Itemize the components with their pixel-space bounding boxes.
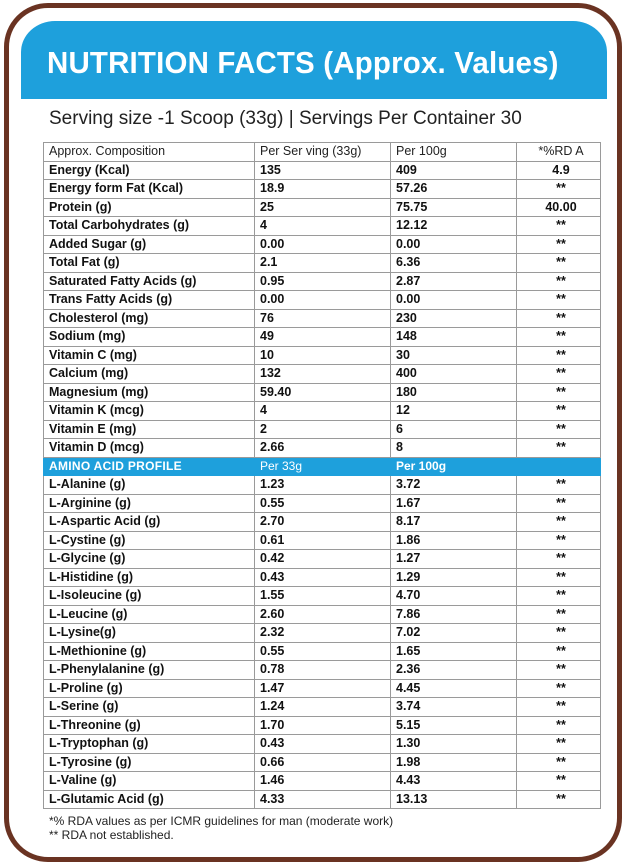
serving-info: Serving size -1 Scoop (33g) | Servings Per Container 30 [49,108,522,129]
table-cell: 1.65 [391,642,517,661]
table-cell: AMINO ACID PROFILE [44,457,255,476]
table-cell: ** [517,217,601,236]
table-row [44,439,601,458]
table-cell: Vitamin D (mcg) [44,439,255,458]
table-cell: ** [517,568,601,587]
table-row [44,346,601,365]
table-cell: Vitamin C (mg) [44,346,255,365]
table-cell: ** [517,420,601,439]
table-row [44,587,601,606]
table-cell: Sodium (mg) [44,328,255,347]
table-cell: L-Serine (g) [44,698,255,717]
table-cell: ** [517,605,601,624]
table-cell: 0.00 [255,291,391,310]
table-cell: ** [517,753,601,772]
table-cell: L-Phenylalanine (g) [44,661,255,680]
table-cell: 400 [391,365,517,384]
table-cell: L-Arginine (g) [44,494,255,513]
table-row [44,476,601,495]
table-cell: L-Aspartic Acid (g) [44,513,255,532]
table-row [44,735,601,754]
table-cell: 135 [255,161,391,180]
table-cell: 2.66 [255,439,391,458]
table-row [44,531,601,550]
table-cell: 0.00 [391,291,517,310]
table-header-row [44,143,601,162]
table-cell: ** [517,439,601,458]
table-cell: 6 [391,420,517,439]
table-cell: 409 [391,161,517,180]
table-row [44,550,601,569]
table-cell: 10 [255,346,391,365]
table-row [44,624,601,643]
table-row [44,235,601,254]
table-cell: ** [517,642,601,661]
table-cell: ** [517,550,601,569]
table-cell: Added Sugar (g) [44,235,255,254]
table-cell: 4.9 [517,161,601,180]
table-cell: Total Carbohydrates (g) [44,217,255,236]
table-cell: 0.55 [255,494,391,513]
table-row [44,513,601,532]
table-cell: 4.45 [391,679,517,698]
table-cell: ** [517,346,601,365]
table-row [44,772,601,791]
table-cell: L-Threonine (g) [44,716,255,735]
table-cell: 0.55 [255,642,391,661]
table-cell: 1.30 [391,735,517,754]
table-cell: L-Isoleucine (g) [44,587,255,606]
table-row [44,753,601,772]
table-cell: L-Tyrosine (g) [44,753,255,772]
table-cell: Magnesium (mg) [44,383,255,402]
table-row [44,365,601,384]
column-header: Per Ser ving (33g) [255,143,391,162]
table-cell: 12 [391,402,517,421]
table-cell: 0.95 [255,272,391,291]
table-cell: L-Glycine (g) [44,550,255,569]
label-title: NUTRITION FACTS (Approx. Values) [47,45,559,80]
table-cell: 7.02 [391,624,517,643]
table-cell: 4.70 [391,587,517,606]
table-cell: 4.33 [255,790,391,809]
table-cell: 0.43 [255,568,391,587]
table-row [44,698,601,717]
table-row [44,494,601,513]
table-cell: 4 [255,217,391,236]
table-row [44,790,601,809]
table-cell: 3.72 [391,476,517,495]
table-row [44,605,601,624]
table-cell: 1.98 [391,753,517,772]
table-cell: ** [517,309,601,328]
table-cell: ** [517,661,601,680]
table-cell: 57.26 [391,180,517,199]
table-cell: 0.42 [255,550,391,569]
table-cell: ** [517,272,601,291]
table-cell: Vitamin E (mg) [44,420,255,439]
title-banner [21,18,607,99]
table-cell: 230 [391,309,517,328]
table-row [44,272,601,291]
table-cell: 30 [391,346,517,365]
table-cell: Total Fat (g) [44,254,255,273]
table-cell: ** [517,494,601,513]
table-cell: ** [517,254,601,273]
table-cell: Cholesterol (mg) [44,309,255,328]
table-cell: 0.00 [255,235,391,254]
table-cell: ** [517,587,601,606]
table-cell: ** [517,291,601,310]
table-cell: 132 [255,365,391,384]
table-cell: Protein (g) [44,198,255,217]
table-cell: 0.78 [255,661,391,680]
table-cell: 1.27 [391,550,517,569]
table-cell: 1.55 [255,587,391,606]
table-cell [517,457,601,476]
table-cell: 0.00 [391,235,517,254]
footnotes [49,814,393,842]
table-cell: ** [517,790,601,809]
table-cell: ** [517,513,601,532]
table-cell: 2.1 [255,254,391,273]
table-row [44,679,601,698]
table-cell: 180 [391,383,517,402]
table-cell: 1.47 [255,679,391,698]
table-cell: 49 [255,328,391,347]
table-row [44,254,601,273]
table-cell: ** [517,365,601,384]
table-cell: 1.23 [255,476,391,495]
table-cell: 1.86 [391,531,517,550]
column-header: Per 100g [391,143,517,162]
table-cell: 4 [255,402,391,421]
table-cell: L-Leucine (g) [44,605,255,624]
table-row [44,402,601,421]
table-row [44,291,601,310]
table-cell: 12.12 [391,217,517,236]
footnote: ** RDA not established. [49,828,174,842]
table-cell: ** [517,180,601,199]
table-cell: 5.15 [391,716,517,735]
footnote: *% RDA values as per ICMR guidelines for man (moderate work) [49,814,394,828]
table-cell: 1.24 [255,698,391,717]
table-cell: ** [517,735,601,754]
table-cell: ** [517,235,601,254]
table-cell: 2 [255,420,391,439]
nutrition-label [4,3,622,862]
table-row [44,642,601,661]
table-cell: 2.36 [391,661,517,680]
table-cell: 0.66 [255,753,391,772]
table-cell: 3.74 [391,698,517,717]
table-cell: ** [517,698,601,717]
table-cell: L-Glutamic Acid (g) [44,790,255,809]
table-cell: 6.36 [391,254,517,273]
table-row [44,328,601,347]
table-row [44,180,601,199]
table-cell: 1.46 [255,772,391,791]
table-cell: 25 [255,198,391,217]
table-cell: Vitamin K (mcg) [44,402,255,421]
table-cell: L-Alanine (g) [44,476,255,495]
table-row [44,661,601,680]
table-cell: L-Proline (g) [44,679,255,698]
table-cell: Energy (Kcal) [44,161,255,180]
table-row [44,198,601,217]
table-cell: Per 33g [255,457,391,476]
table-row [44,420,601,439]
table-cell: ** [517,383,601,402]
table-cell: 8.17 [391,513,517,532]
table-cell: L-Methionine (g) [44,642,255,661]
table-cell: ** [517,679,601,698]
table-cell: 4.43 [391,772,517,791]
table-cell: ** [517,476,601,495]
table-cell: Energy form Fat (Kcal) [44,180,255,199]
table-cell: Per 100g [391,457,517,476]
table-cell: 76 [255,309,391,328]
table-cell: ** [517,772,601,791]
table-cell: 0.61 [255,531,391,550]
table-cell: L-Cystine (g) [44,531,255,550]
table-cell: Trans Fatty Acids (g) [44,291,255,310]
table-cell: ** [517,328,601,347]
table-cell: Calcium (mg) [44,365,255,384]
table-row [44,309,601,328]
table-cell: 2.32 [255,624,391,643]
table-cell: L-Tryptophan (g) [44,735,255,754]
table-row [44,568,601,587]
table-cell: 148 [391,328,517,347]
table-cell: Saturated Fatty Acids (g) [44,272,255,291]
table-cell: ** [517,402,601,421]
column-header: Approx. Composition [44,143,255,162]
table-cell: L-Valine (g) [44,772,255,791]
table-cell: 75.75 [391,198,517,217]
table-cell: 2.70 [255,513,391,532]
nutrition-table [43,142,601,809]
table-cell: 59.40 [255,383,391,402]
amino-acid-header-row [44,457,601,476]
table-cell: L-Histidine (g) [44,568,255,587]
table-row [44,383,601,402]
table-cell: 2.60 [255,605,391,624]
table-cell: ** [517,716,601,735]
table-cell: 1.70 [255,716,391,735]
table-cell: 8 [391,439,517,458]
table-cell: 40.00 [517,198,601,217]
table-cell: L-Lysine(g) [44,624,255,643]
table-row [44,161,601,180]
table-cell: 7.86 [391,605,517,624]
table-cell: ** [517,624,601,643]
table-cell: 2.87 [391,272,517,291]
table-cell: 0.43 [255,735,391,754]
table-cell: 13.13 [391,790,517,809]
column-header: *%RD A [517,143,601,162]
table-row [44,217,601,236]
table-cell: 1.29 [391,568,517,587]
table-row [44,716,601,735]
table-cell: 1.67 [391,494,517,513]
table-cell: 18.9 [255,180,391,199]
table-cell: ** [517,531,601,550]
